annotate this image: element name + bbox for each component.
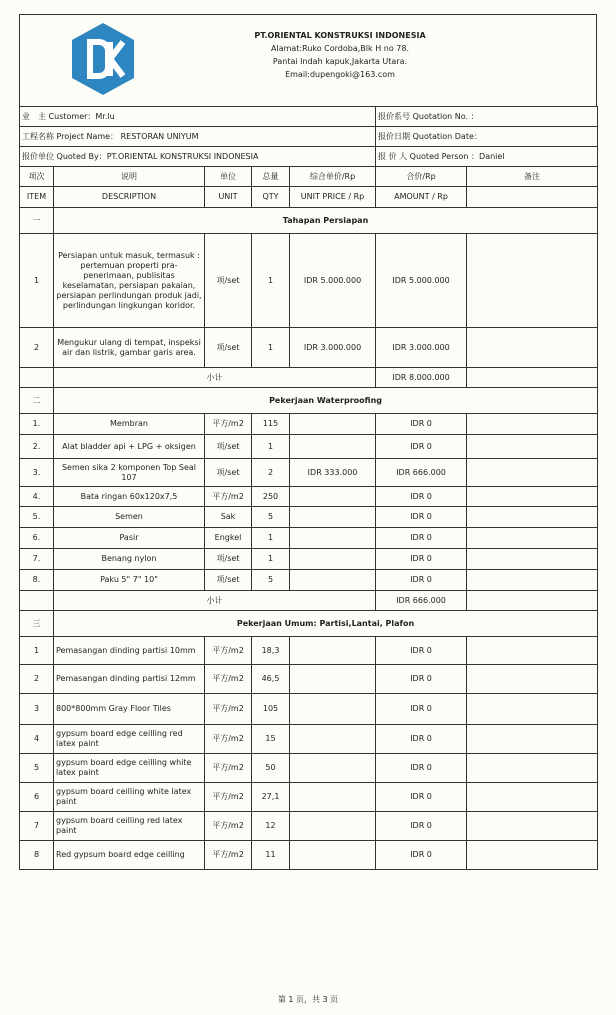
description-cell: gypsum board edge ceilling red latex paint: [54, 725, 205, 754]
qty-cell: 18,3: [252, 637, 290, 665]
description-cell: Persiapan untuk masuk, termasuk : pertemuan properti pra-penerimaan, publisitas keselamatan, persiapan pakaian, persiapan perlindungan produk jadi, perlindungan lingkungan koridor.: [54, 234, 205, 328]
description-cell: Mengukur ulang di tempat, inspeksi air dan listrik, gambar garis area.: [54, 328, 205, 368]
qty-cell: 1: [252, 528, 290, 549]
unit-price-cell: [290, 694, 376, 725]
remarks-cell: [467, 234, 598, 328]
qty-cell: 1: [252, 549, 290, 570]
unit-cell: 平方/m2: [205, 637, 252, 665]
description-cell: Red gypsum board edge ceilling: [54, 841, 205, 870]
remarks-cell: [467, 549, 598, 570]
amount-cell: IDR 0: [376, 570, 467, 591]
item-cell: 4: [20, 725, 54, 754]
header-cn-cell: 说明: [54, 167, 205, 187]
description-cell: Alat bladder api + LPG + oksigen: [54, 435, 205, 459]
subtotal-blank: [20, 368, 54, 388]
subtotal-amount: IDR 666.000: [376, 591, 467, 611]
item-cell: 7.: [20, 549, 54, 570]
description-cell: gypsum board ceilling red latex paint: [54, 812, 205, 841]
qty-cell: 46,5: [252, 665, 290, 694]
description-cell: gypsum board ceilling white latex paint: [54, 783, 205, 812]
unit-cell: 平方/m2: [205, 754, 252, 783]
subtotal-label: 小计: [54, 368, 376, 388]
amount-cell: IDR 0: [376, 637, 467, 665]
table-row: [20, 459, 598, 487]
unit-cell: 平方/m2: [205, 725, 252, 754]
remarks-cell: [467, 459, 598, 487]
unit-price-cell: [290, 754, 376, 783]
header-en-cell: ITEM: [20, 187, 54, 208]
subtotal-row: [20, 591, 598, 611]
unit-price-cell: [290, 783, 376, 812]
quotation-no-field: 报价系号 Quotation No. ：: [376, 107, 598, 127]
table-row: [20, 414, 598, 435]
table-row: [20, 812, 598, 841]
header-cn-cell: 项次: [20, 167, 54, 187]
qty-cell: 5: [252, 570, 290, 591]
header-en-cell: QTY: [252, 187, 290, 208]
subtotal-remarks: [467, 591, 598, 611]
amount-cell: IDR 0: [376, 694, 467, 725]
unit-cell: 项/set: [205, 234, 252, 328]
item-cell: 2: [20, 328, 54, 368]
remarks-cell: [467, 414, 598, 435]
info-row: [20, 107, 598, 127]
remarks-cell: [467, 841, 598, 870]
unit-cell: 项/set: [205, 328, 252, 368]
qty-cell: 1: [252, 435, 290, 459]
item-cell: 2.: [20, 435, 54, 459]
description-cell: Paku 5" 7" 10": [54, 570, 205, 591]
quoted-person-field: 报 价 人 Quoted Person ：Daniel: [376, 147, 598, 167]
description-cell: Membran: [54, 414, 205, 435]
subtotal-row: [20, 368, 598, 388]
unit-cell: 平方/m2: [205, 694, 252, 725]
unit-cell: Sak: [205, 507, 252, 528]
quoted-by-field: 报价单位 Quoted By：PT.ORIENTAL KONSTRUKSI INDONESIA: [20, 147, 376, 167]
unit-price-cell: IDR 333.000: [290, 459, 376, 487]
unit-cell: 平方/m2: [205, 783, 252, 812]
header-cn-cell: 综合单价/Rp: [290, 167, 376, 187]
info-row: [20, 127, 598, 147]
amount-cell: IDR 0: [376, 841, 467, 870]
qty-cell: 5: [252, 507, 290, 528]
unit-cell: 项/set: [205, 459, 252, 487]
item-cell: 6.: [20, 528, 54, 549]
unit-price-cell: [290, 637, 376, 665]
item-cell: 6: [20, 783, 54, 812]
unit-price-cell: [290, 665, 376, 694]
section-number: 一: [20, 208, 54, 234]
company-email: Email:dupengoki@163.com: [285, 70, 395, 79]
table-row: [20, 694, 598, 725]
item-cell: 7: [20, 812, 54, 841]
subtotal-label: 小计: [54, 591, 376, 611]
amount-cell: IDR 0: [376, 783, 467, 812]
unit-price-cell: [290, 549, 376, 570]
amount-cell: IDR 0: [376, 487, 467, 507]
table-row: [20, 665, 598, 694]
table-row: [20, 528, 598, 549]
unit-price-cell: [290, 570, 376, 591]
unit-cell: 项/set: [205, 435, 252, 459]
qty-cell: 2: [252, 459, 290, 487]
unit-cell: 项/set: [205, 549, 252, 570]
header-row-en: [20, 187, 598, 208]
description-cell: Benang nylon: [54, 549, 205, 570]
item-cell: 5: [20, 754, 54, 783]
qty-cell: 250: [252, 487, 290, 507]
amount-cell: IDR 0: [376, 435, 467, 459]
info-row: [20, 147, 598, 167]
item-cell: 5.: [20, 507, 54, 528]
item-cell: 8: [20, 841, 54, 870]
table-row: [20, 783, 598, 812]
description-cell: Bata ringan 60x120x7,5: [54, 487, 205, 507]
table-row: [20, 507, 598, 528]
item-cell: 3.: [20, 459, 54, 487]
item-cell: 4.: [20, 487, 54, 507]
table-row: [20, 570, 598, 591]
qty-cell: 12: [252, 812, 290, 841]
remarks-cell: [467, 812, 598, 841]
amount-cell: IDR 3.000.000: [376, 328, 467, 368]
section-title: Pekerjaan Umum: Partisi,Lantai, Plafon: [54, 611, 598, 637]
remarks-cell: [467, 725, 598, 754]
table-row: [20, 234, 598, 328]
amount-cell: IDR 0: [376, 754, 467, 783]
unit-price-cell: IDR 3.000.000: [290, 328, 376, 368]
quotation-page: [19, 14, 597, 870]
section-title: Tahapan Persiapan: [54, 208, 598, 234]
unit-price-cell: [290, 487, 376, 507]
unit-price-cell: [290, 725, 376, 754]
unit-cell: 项/set: [205, 570, 252, 591]
header-cn-cell: 合价/Rp: [376, 167, 467, 187]
quotation-date-field: 报价日期 Quotation Date：: [376, 127, 598, 147]
section-title: Pekerjaan Waterproofing: [54, 388, 598, 414]
description-cell: Semen: [54, 507, 205, 528]
item-cell: 3: [20, 694, 54, 725]
description-cell: gypsum board edge ceilling white latex paint: [54, 754, 205, 783]
amount-cell: IDR 666.000: [376, 459, 467, 487]
header-en-cell: UNIT: [205, 187, 252, 208]
section-number: 二: [20, 388, 54, 414]
item-cell: 1.: [20, 414, 54, 435]
qty-cell: 115: [252, 414, 290, 435]
amount-cell: IDR 0: [376, 414, 467, 435]
remarks-cell: [467, 507, 598, 528]
amount-cell: IDR 0: [376, 665, 467, 694]
unit-cell: 平方/m2: [205, 841, 252, 870]
remarks-cell: [467, 328, 598, 368]
table-row: [20, 328, 598, 368]
unit-price-cell: [290, 435, 376, 459]
unit-cell: 平方/m2: [205, 487, 252, 507]
section-header-row: [20, 611, 598, 637]
unit-price-cell: [290, 841, 376, 870]
amount-cell: IDR 0: [376, 725, 467, 754]
header-cn-cell: 总量: [252, 167, 290, 187]
unit-price-cell: [290, 812, 376, 841]
amount-cell: IDR 0: [376, 528, 467, 549]
section-header-row: [20, 388, 598, 414]
subtotal-blank: [20, 591, 54, 611]
qty-cell: 1: [252, 328, 290, 368]
qty-cell: 15: [252, 725, 290, 754]
section-number: 三: [20, 611, 54, 637]
description-cell: Pemasangan dinding partisi 12mm: [54, 665, 205, 694]
project-name-field: 工程名称 Project Name： RESTORAN UNIYUM: [20, 127, 376, 147]
unit-price-cell: IDR 5.000.000: [290, 234, 376, 328]
quotation-table: [19, 106, 598, 870]
description-cell: Pasir: [54, 528, 205, 549]
qty-cell: 11: [252, 841, 290, 870]
amount-cell: IDR 0: [376, 549, 467, 570]
remarks-cell: [467, 487, 598, 507]
table-row: [20, 841, 598, 870]
company-info: [215, 29, 465, 81]
remarks-cell: [467, 754, 598, 783]
item-cell: 1: [20, 234, 54, 328]
description-cell: Semen sika 2 komponen Top Seal 107: [54, 459, 205, 487]
remarks-cell: [467, 637, 598, 665]
company-logo-icon: [70, 22, 136, 96]
item-cell: 1: [20, 637, 54, 665]
company-header: [19, 14, 597, 106]
unit-cell: 平方/m2: [205, 414, 252, 435]
unit-cell: 平方/m2: [205, 665, 252, 694]
table-row: [20, 725, 598, 754]
subtotal-amount: IDR 8.000.000: [376, 368, 467, 388]
table-row: [20, 637, 598, 665]
customer-field: 业 主 Customer：Mr.lu: [20, 107, 376, 127]
remarks-cell: [467, 665, 598, 694]
remarks-cell: [467, 570, 598, 591]
amount-cell: IDR 0: [376, 507, 467, 528]
unit-price-cell: [290, 414, 376, 435]
qty-cell: 105: [252, 694, 290, 725]
remarks-cell: [467, 435, 598, 459]
item-cell: 2: [20, 665, 54, 694]
table-row: [20, 549, 598, 570]
header-en-cell: [467, 187, 598, 208]
amount-cell: IDR 5.000.000: [376, 234, 467, 328]
table-row: [20, 487, 598, 507]
amount-cell: IDR 0: [376, 812, 467, 841]
company-address-line1: Alamat:Ruko Cordoba,Blk H no 78.: [271, 44, 409, 53]
header-en-cell: AMOUNT / Rp: [376, 187, 467, 208]
header-cn-cell: 备注: [467, 167, 598, 187]
company-name: PT.ORIENTAL KONSTRUKSI INDONESIA: [254, 31, 426, 40]
header-en-cell: DESCRIPTION: [54, 187, 205, 208]
remarks-cell: [467, 783, 598, 812]
item-cell: 8.: [20, 570, 54, 591]
subtotal-remarks: [467, 368, 598, 388]
header-cn-cell: 单位: [205, 167, 252, 187]
description-cell: 800*800mm Gray Floor Tiles: [54, 694, 205, 725]
table-row: [20, 754, 598, 783]
qty-cell: 50: [252, 754, 290, 783]
unit-price-cell: [290, 507, 376, 528]
header-row-cn: [20, 167, 598, 187]
company-address-line2: Pantai Indah kapuk,Jakarta Utara.: [272, 57, 408, 66]
unit-cell: 平方/m2: [205, 812, 252, 841]
remarks-cell: [467, 528, 598, 549]
unit-price-cell: [290, 528, 376, 549]
qty-cell: 27,1: [252, 783, 290, 812]
description-cell: Pemasangan dinding partisi 10mm: [54, 637, 205, 665]
table-row: [20, 435, 598, 459]
qty-cell: 1: [252, 234, 290, 328]
remarks-cell: [467, 694, 598, 725]
header-en-cell: UNIT PRICE / Rp: [290, 187, 376, 208]
unit-cell: Engkel: [205, 528, 252, 549]
section-header-row: [20, 208, 598, 234]
page-footer: 第 1 页，共 3 页: [277, 995, 339, 1004]
